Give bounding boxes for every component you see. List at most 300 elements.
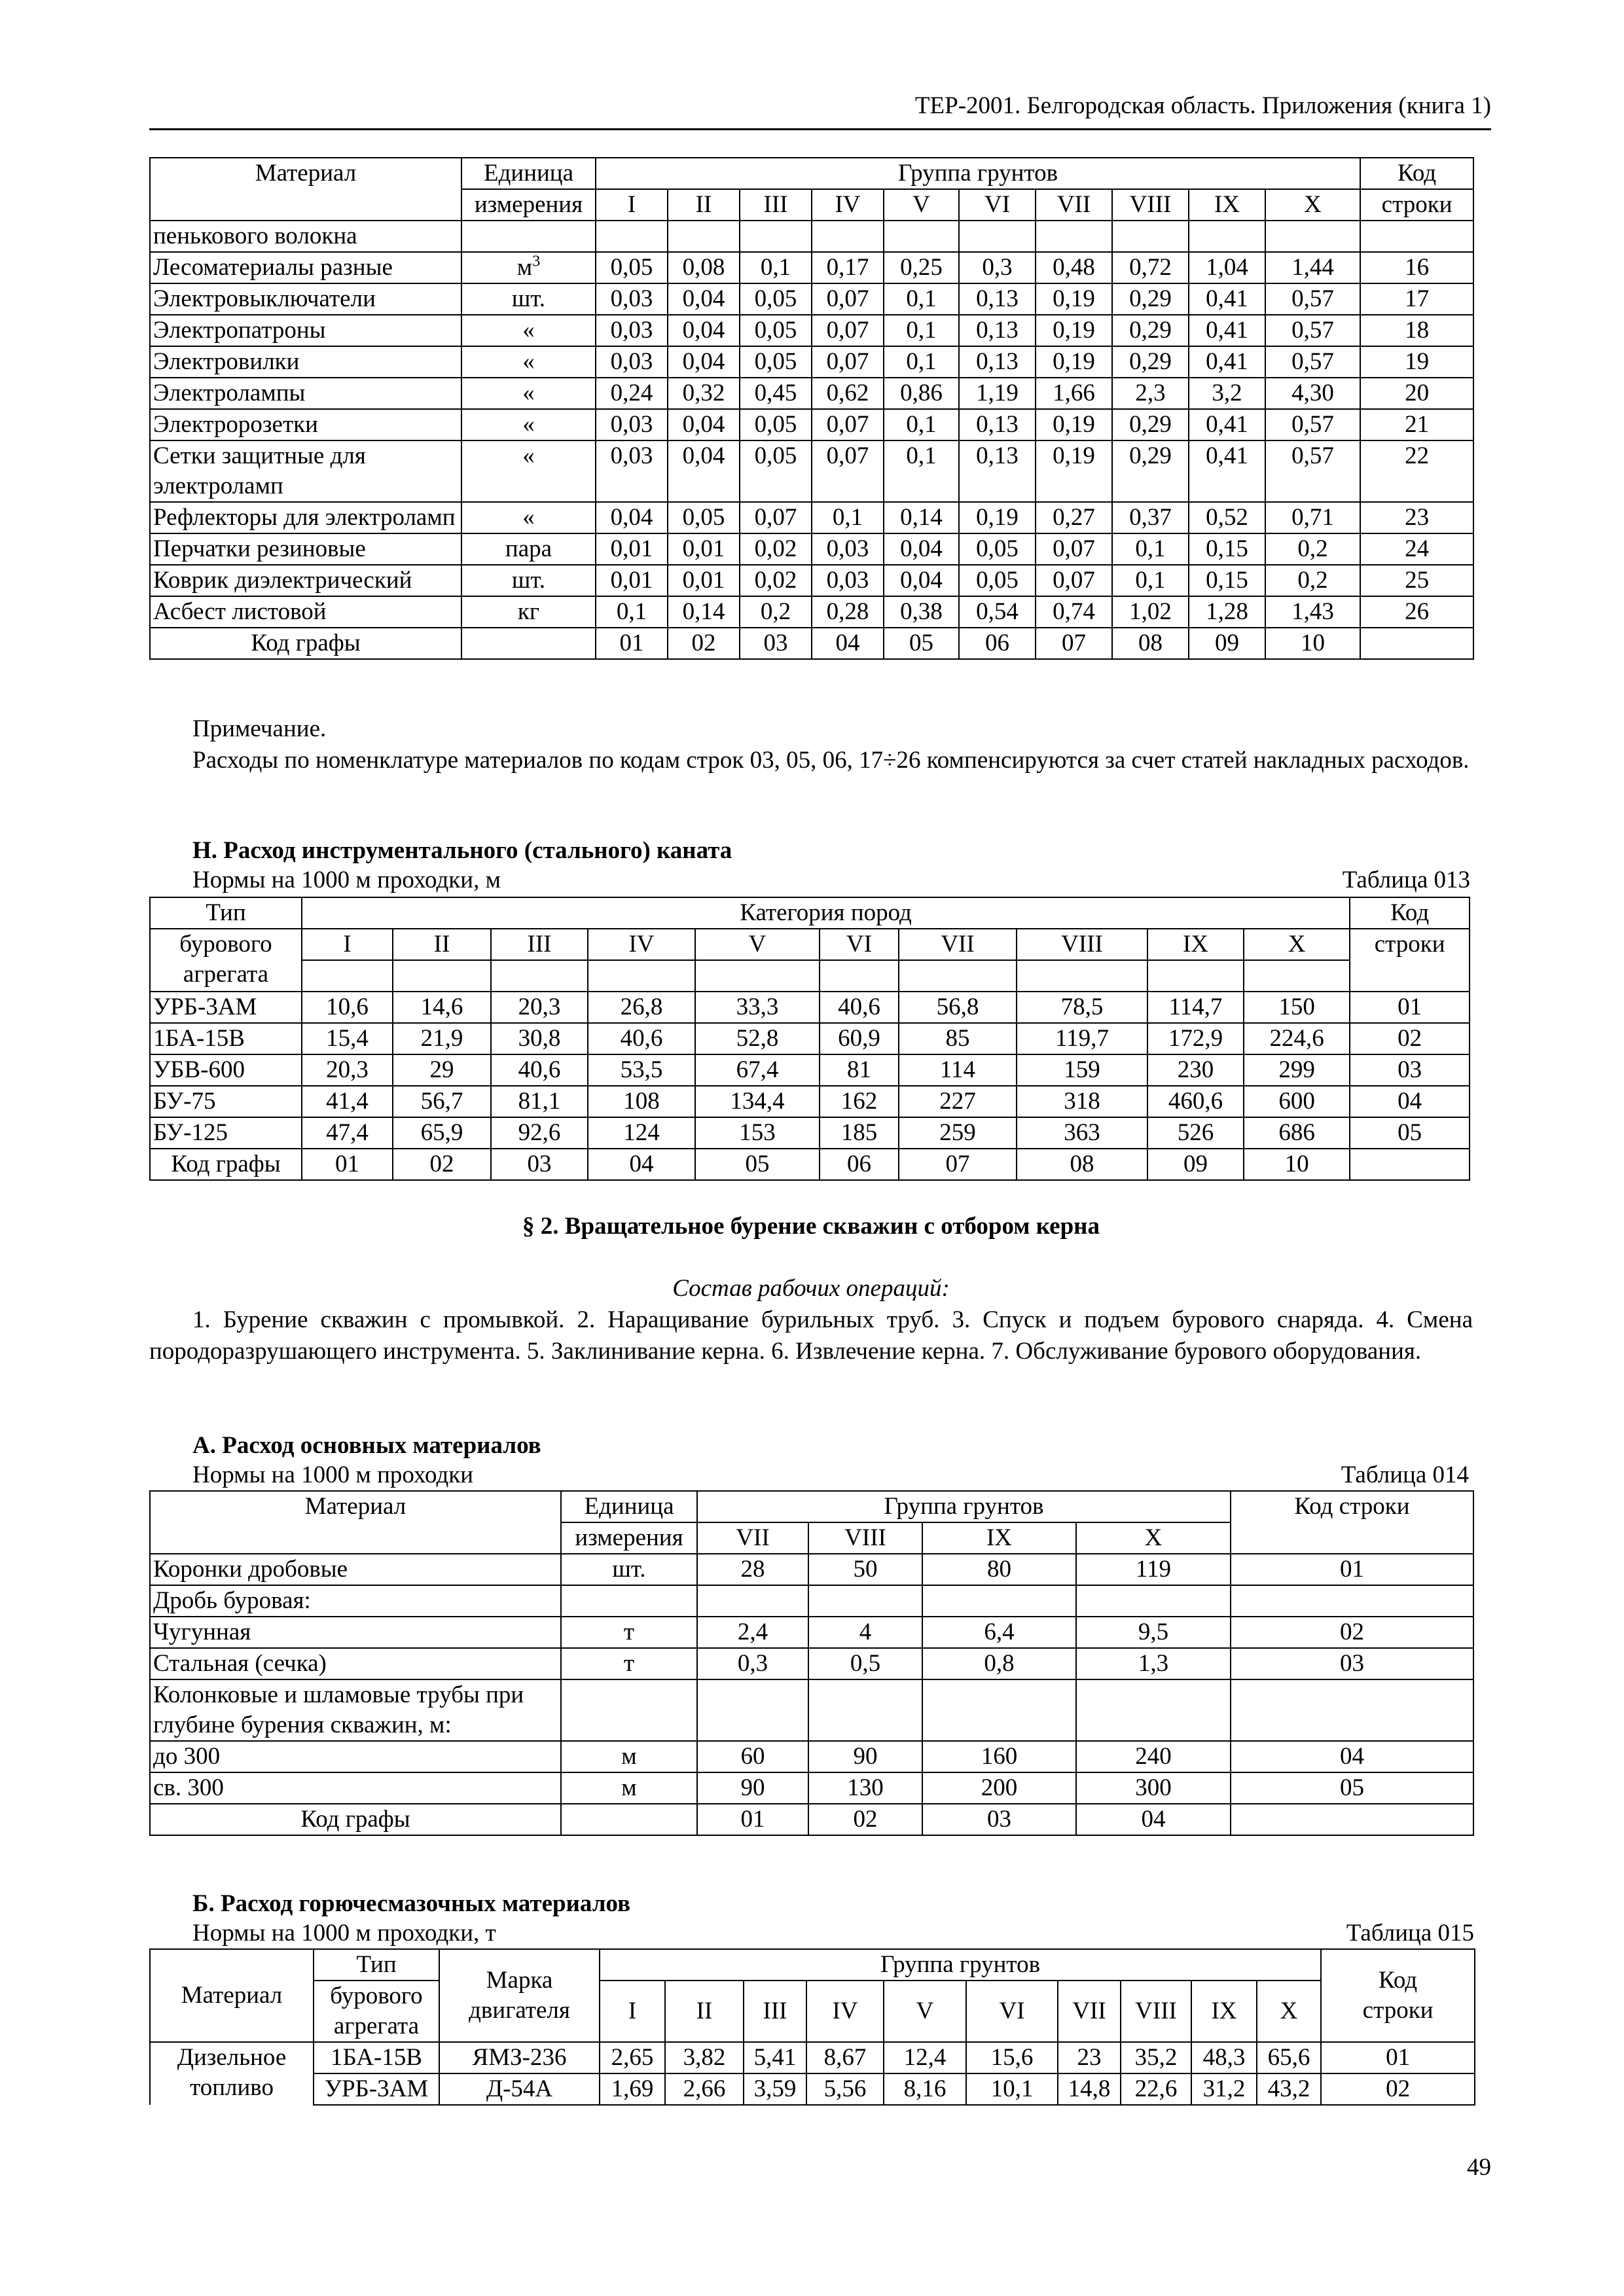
value-cell: 0,71 xyxy=(1265,502,1360,533)
group-header-cell: II xyxy=(668,189,740,221)
value-cell xyxy=(884,221,959,252)
value-cell: 0,29 xyxy=(1112,440,1189,502)
value-cell: 0,04 xyxy=(668,440,740,502)
category-header-cell: V xyxy=(695,929,820,960)
value-cell: 600 xyxy=(1244,1086,1350,1117)
value-cell: 2,66 xyxy=(665,2073,744,2105)
value-cell: 26,8 xyxy=(588,992,695,1023)
materials-table-continued xyxy=(149,157,1474,660)
unit-cell: « xyxy=(461,440,596,502)
row-code-cell: 02 xyxy=(1350,1023,1470,1054)
value-cell: 1,69 xyxy=(600,2073,665,2105)
group-header-cell: VI xyxy=(959,189,1036,221)
value-cell: 85 xyxy=(899,1023,1017,1054)
rig-type-cell: 1БА-15В xyxy=(150,1023,302,1054)
value-cell: 224,6 xyxy=(1244,1023,1350,1054)
column-code-cell: 04 xyxy=(1076,1804,1231,1835)
value-cell: 0,41 xyxy=(1189,283,1265,315)
unit-cell: « xyxy=(461,346,596,378)
section-b-title: Б. Расход горючесмазочных материалов xyxy=(192,1890,631,1917)
row-code-cell: 02 xyxy=(1231,1617,1473,1648)
table-row xyxy=(150,1648,1473,1679)
footer-label: Код графы xyxy=(150,1149,302,1180)
group-header-cell: IV xyxy=(806,1981,884,2042)
value-cell xyxy=(697,1679,808,1741)
value-cell: 1,66 xyxy=(1036,378,1112,409)
running-header: ТЕР-2001. Белгородская область. Приложения (книга 1) xyxy=(914,92,1491,119)
unit-cell: « xyxy=(461,409,596,440)
value-cell: 150 xyxy=(1244,992,1350,1023)
row-code-cell: 01 xyxy=(1231,1554,1473,1585)
table-014-label: Таблица 014 xyxy=(1341,1462,1469,1488)
value-cell: 20,3 xyxy=(491,992,588,1023)
header-unit-line2: измерения xyxy=(561,1522,697,1554)
column-code-cell: 09 xyxy=(1189,628,1265,659)
footer-empty-cell xyxy=(1231,1804,1473,1835)
unit-cell: шт. xyxy=(561,1554,697,1585)
value-cell: 0,3 xyxy=(697,1648,808,1679)
value-cell: 153 xyxy=(695,1117,820,1149)
value-cell: 0,1 xyxy=(1112,533,1189,565)
unit-cell: « xyxy=(461,378,596,409)
section-h-title: Н. Расход инструментального (стального) каната xyxy=(192,837,732,864)
value-cell: 22,6 xyxy=(1121,2073,1191,2105)
category-header-cell: X xyxy=(1244,929,1350,960)
column-code-cell: 10 xyxy=(1265,628,1360,659)
footer-empty-cell xyxy=(561,1804,697,1835)
section-a-title: А. Расход основных материалов xyxy=(192,1432,541,1459)
unit-cell: т xyxy=(561,1648,697,1679)
value-cell: 5,41 xyxy=(744,2042,806,2073)
header-type-line1: Тип xyxy=(314,1949,439,1981)
header-material: Материал xyxy=(150,1491,561,1554)
value-cell: 162 xyxy=(820,1086,899,1117)
value-cell: 1,3 xyxy=(1076,1648,1231,1679)
value-cell: 0,07 xyxy=(740,502,812,533)
value-cell: 0,03 xyxy=(596,440,668,502)
category-header-cell: IX xyxy=(1147,929,1244,960)
value-cell: 227 xyxy=(899,1086,1017,1117)
operations-title: Состав рабочих операций: xyxy=(672,1275,950,1302)
value-cell xyxy=(812,221,884,252)
value-cell: 0,72 xyxy=(1112,252,1189,283)
value-cell: 67,4 xyxy=(695,1054,820,1086)
table-row xyxy=(150,2042,1475,2073)
table-row xyxy=(150,409,1473,440)
value-cell: 0,29 xyxy=(1112,283,1189,315)
value-cell: 0,86 xyxy=(884,378,959,409)
value-cell: 0,2 xyxy=(740,596,812,628)
row-code-cell: 26 xyxy=(1360,596,1473,628)
table-row xyxy=(150,346,1473,378)
material-name-cell: до 300 xyxy=(150,1741,561,1772)
value-cell: 0,13 xyxy=(959,440,1036,502)
unit-cell: кг xyxy=(461,596,596,628)
header-code-line1: Код xyxy=(1350,897,1470,929)
value-cell: 0,03 xyxy=(812,533,884,565)
value-cell: 20,3 xyxy=(302,1054,393,1086)
value-cell: 200 xyxy=(922,1772,1076,1804)
header-unit-line1: Единица xyxy=(561,1491,697,1522)
column-code-cell: 05 xyxy=(695,1149,820,1180)
material-name-cell: Рефлекторы для электроламп xyxy=(150,502,461,533)
value-cell xyxy=(1112,221,1189,252)
header-material: Материал xyxy=(150,158,461,221)
row-code-cell: 01 xyxy=(1321,2042,1475,2073)
rig-type-cell: БУ-75 xyxy=(150,1086,302,1117)
footer-empty-cell xyxy=(1350,1149,1470,1180)
material-name-cell: Асбест листовой xyxy=(150,596,461,628)
table-row xyxy=(150,2073,1475,2105)
value-cell: 15,4 xyxy=(302,1023,393,1054)
value-cell: 0,1 xyxy=(1112,565,1189,596)
table-row xyxy=(150,992,1470,1023)
value-cell xyxy=(808,1585,922,1617)
value-cell: 0,29 xyxy=(1112,315,1189,346)
row-code-cell: 05 xyxy=(1231,1772,1473,1804)
value-cell: 53,5 xyxy=(588,1054,695,1086)
value-cell: 0,05 xyxy=(668,502,740,533)
table-row xyxy=(150,1086,1470,1117)
value-cell: 30,8 xyxy=(491,1023,588,1054)
group-header-cell: III xyxy=(744,1981,806,2042)
row-code-cell: 02 xyxy=(1321,2073,1475,2105)
value-cell: 0,57 xyxy=(1265,440,1360,502)
value-cell: 23 xyxy=(1058,2042,1121,2073)
rope-consumption-table xyxy=(149,897,1470,1181)
value-cell: 0,05 xyxy=(740,315,812,346)
value-cell: 318 xyxy=(1017,1086,1147,1117)
value-cell: 159 xyxy=(1017,1054,1147,1086)
row-code-cell: 23 xyxy=(1360,502,1473,533)
rig-type-cell: УБВ-600 xyxy=(150,1054,302,1086)
value-cell: 0,1 xyxy=(884,283,959,315)
row-code-cell: 19 xyxy=(1360,346,1473,378)
column-code-cell: 06 xyxy=(820,1149,899,1180)
group-header-cell: II xyxy=(665,1981,744,2042)
material-name-cell: Колонковые и шламовые трубы при глубине бурения скважин, м: xyxy=(150,1679,561,1741)
value-cell: 0,07 xyxy=(812,346,884,378)
group-header-cell: VIII xyxy=(1121,1981,1191,2042)
rig-type-cell: УРБ-3АМ xyxy=(314,2073,439,2105)
row-code-cell: 01 xyxy=(1350,992,1470,1023)
column-code-cell: 03 xyxy=(922,1804,1076,1835)
category-header-cell: II xyxy=(393,929,491,960)
value-cell: 43,2 xyxy=(1257,2073,1321,2105)
group-header-cell: VII xyxy=(697,1522,808,1554)
rig-type-cell: УРБ-3АМ xyxy=(150,992,302,1023)
header-blank-cell xyxy=(1017,960,1147,992)
value-cell: 2,65 xyxy=(600,2042,665,2073)
value-cell: 0,03 xyxy=(596,315,668,346)
value-cell xyxy=(808,1679,922,1741)
column-code-cell: 08 xyxy=(1017,1149,1147,1180)
value-cell: 0,27 xyxy=(1036,502,1112,533)
value-cell: 15,6 xyxy=(966,2042,1058,2073)
value-cell: 8,16 xyxy=(884,2073,966,2105)
value-cell: 81,1 xyxy=(491,1086,588,1117)
header-material: Материал xyxy=(150,1949,314,2042)
table-row xyxy=(150,252,1473,283)
unit-cell xyxy=(461,221,596,252)
table-row xyxy=(150,1679,1473,1741)
value-cell: 0,19 xyxy=(1036,315,1112,346)
value-cell: 65,9 xyxy=(393,1117,491,1149)
value-cell: 0,03 xyxy=(596,409,668,440)
value-cell: 0,01 xyxy=(596,533,668,565)
table-013-label: Таблица 013 xyxy=(1342,867,1470,893)
value-cell: 0,57 xyxy=(1265,409,1360,440)
value-cell: 119,7 xyxy=(1017,1023,1147,1054)
group-header-cell: V xyxy=(884,1981,966,2042)
value-cell: 114 xyxy=(899,1054,1017,1086)
column-code-cell: 01 xyxy=(596,628,668,659)
header-blank-cell xyxy=(820,960,899,992)
value-cell: 90 xyxy=(697,1772,808,1804)
row-code-cell: 20 xyxy=(1360,378,1473,409)
value-cell: 460,6 xyxy=(1147,1086,1244,1117)
material-name-cell: Сетки защитные для электроламп xyxy=(150,440,461,502)
value-cell: 0,19 xyxy=(1036,409,1112,440)
value-cell: 0,28 xyxy=(812,596,884,628)
unit-cell: шт. xyxy=(461,565,596,596)
value-cell: 0,04 xyxy=(596,502,668,533)
value-cell: 0,57 xyxy=(1265,283,1360,315)
rig-type-cell: БУ-125 xyxy=(150,1117,302,1149)
header-code-line2: строки xyxy=(1350,929,1470,992)
material-name-cell: Электропатроны xyxy=(150,315,461,346)
value-cell: 0,52 xyxy=(1189,502,1265,533)
table-row xyxy=(150,565,1473,596)
group-header-cell: IX xyxy=(1189,189,1265,221)
value-cell: 299 xyxy=(1244,1054,1350,1086)
table-row xyxy=(150,533,1473,565)
value-cell: 0,07 xyxy=(812,409,884,440)
footer-empty-cell xyxy=(1360,628,1473,659)
value-cell xyxy=(740,221,812,252)
value-cell: 60,9 xyxy=(820,1023,899,1054)
value-cell: 114,7 xyxy=(1147,992,1244,1023)
value-cell: 0,19 xyxy=(1036,440,1112,502)
table-row xyxy=(150,502,1473,533)
value-cell: 28 xyxy=(697,1554,808,1585)
value-cell: 686 xyxy=(1244,1117,1350,1149)
value-cell: 31,2 xyxy=(1191,2073,1257,2105)
value-cell: 108 xyxy=(588,1086,695,1117)
header-blank-cell xyxy=(588,960,695,992)
group-header-cell: X xyxy=(1076,1522,1231,1554)
value-cell: 4,30 xyxy=(1265,378,1360,409)
material-name-cell: Стальная (сечка) xyxy=(150,1648,561,1679)
header-soil-group: Группа грунтов xyxy=(596,158,1360,189)
value-cell: 0,2 xyxy=(1265,565,1360,596)
column-code-cell: 07 xyxy=(1036,628,1112,659)
table-015-label: Таблица 015 xyxy=(1346,1920,1474,1946)
value-cell: 160 xyxy=(922,1741,1076,1772)
column-code-cell: 04 xyxy=(812,628,884,659)
value-cell: 6,4 xyxy=(922,1617,1076,1648)
header-blank-cell xyxy=(1244,960,1350,992)
material-name-cell: Электророзетки xyxy=(150,409,461,440)
value-cell: 9,5 xyxy=(1076,1617,1231,1648)
value-cell: 40,6 xyxy=(820,992,899,1023)
value-cell: 0,15 xyxy=(1189,565,1265,596)
value-cell: 259 xyxy=(899,1117,1017,1149)
value-cell: 0,29 xyxy=(1112,409,1189,440)
header-blank-cell xyxy=(302,960,393,992)
unit-cell xyxy=(561,1679,697,1741)
value-cell: 0,04 xyxy=(668,315,740,346)
value-cell: 40,6 xyxy=(588,1023,695,1054)
value-cell: 0,19 xyxy=(959,502,1036,533)
table-row xyxy=(150,1023,1470,1054)
value-cell xyxy=(668,221,740,252)
table-row xyxy=(150,1117,1470,1149)
section-h-caption xyxy=(192,865,1470,895)
unit-cell: пара xyxy=(461,533,596,565)
header-rule xyxy=(149,128,1491,130)
column-code-cell: 04 xyxy=(588,1149,695,1180)
unit-cell: « xyxy=(461,502,596,533)
header-type-line1: Тип xyxy=(150,897,302,929)
value-cell: 1,02 xyxy=(1112,596,1189,628)
unit-cell: $м^3$ xyxy=(461,252,596,283)
group-header-cell: IX xyxy=(1191,1981,1257,2042)
value-cell: 1,44 xyxy=(1265,252,1360,283)
material-name-cell: Лесоматериалы разные xyxy=(150,252,461,283)
value-cell: 300 xyxy=(1076,1772,1231,1804)
note-text: Расходы по номенклатуре материалов по кодам строк 03, 05, 06, 17÷26 компенсируются за счет статей накладных расходов. xyxy=(192,747,1470,774)
section-a-caption xyxy=(192,1460,1469,1490)
column-code-cell: 10 xyxy=(1244,1149,1350,1180)
value-cell: 0,03 xyxy=(596,283,668,315)
row-code-cell: 17 xyxy=(1360,283,1473,315)
group-header-cell: VII xyxy=(1058,1981,1121,2042)
value-cell: 0,03 xyxy=(596,346,668,378)
value-cell: 0,05 xyxy=(959,565,1036,596)
header-unit-line2: измерения xyxy=(461,189,596,221)
unit-cell: т xyxy=(561,1617,697,1648)
value-cell: 0,19 xyxy=(1036,283,1112,315)
column-code-cell: 06 xyxy=(959,628,1036,659)
group-header-cell: I xyxy=(596,189,668,221)
table-row xyxy=(150,1617,1473,1648)
header-type-line2-3: бурового агрегата xyxy=(150,929,302,992)
value-cell: 1,19 xyxy=(959,378,1036,409)
value-cell: 130 xyxy=(808,1772,922,1804)
value-cell: 0,13 xyxy=(959,409,1036,440)
unit-cell xyxy=(561,1585,697,1617)
row-code-cell: 21 xyxy=(1360,409,1473,440)
value-cell: 0,1 xyxy=(884,440,959,502)
value-cell: 0,04 xyxy=(668,283,740,315)
material-name-cell: пенькового волокна xyxy=(150,221,461,252)
material-name-cell: Коврик диэлектрический xyxy=(150,565,461,596)
row-code-cell xyxy=(1231,1585,1473,1617)
section-a-norms: Нормы на 1000 м проходки xyxy=(192,1462,474,1488)
value-cell: 56,7 xyxy=(393,1086,491,1117)
value-cell: 47,4 xyxy=(302,1117,393,1149)
value-cell: 0,19 xyxy=(1036,346,1112,378)
value-cell: 0,54 xyxy=(959,596,1036,628)
table-row xyxy=(150,1585,1473,1617)
header-code-line1: Код xyxy=(1360,158,1473,189)
operations-text: 1. Бурение скважин с промывкой. 2. Наращивание бурильных труб. 3. Спуск и подъем бурового снаряда. 4. Смена породоразрушающего инструмента. 5. Заклинивание керна. 6. Извлечение керна. 7. Обслуживание бурового оборудования. xyxy=(149,1306,1473,1365)
value-cell: 10,1 xyxy=(966,2073,1058,2105)
value-cell: 0,62 xyxy=(812,378,884,409)
value-cell: 1,04 xyxy=(1189,252,1265,283)
category-header-cell: I xyxy=(302,929,393,960)
value-cell: 78,5 xyxy=(1017,992,1147,1023)
group-header-cell: V xyxy=(884,189,959,221)
value-cell: 10,6 xyxy=(302,992,393,1023)
footer-label: Код графы xyxy=(150,628,461,659)
value-cell: 230 xyxy=(1147,1054,1244,1086)
material-name-cell: Дробь буровая: xyxy=(150,1585,561,1617)
value-cell: 0,17 xyxy=(812,252,884,283)
value-cell: 2,3 xyxy=(1112,378,1189,409)
header-code-line2: строки xyxy=(1360,189,1473,221)
row-code-cell: 03 xyxy=(1350,1054,1470,1086)
material-name-cell: Электролампы xyxy=(150,378,461,409)
value-cell: 134,4 xyxy=(695,1086,820,1117)
header-code: Код строки xyxy=(1231,1491,1473,1554)
header-soil-group: Группа грунтов xyxy=(600,1949,1321,1981)
unit-cell: шт. xyxy=(461,283,596,315)
value-cell: 8,67 xyxy=(806,2042,884,2073)
value-cell: 0,41 xyxy=(1189,440,1265,502)
header-engine: Марка двигателя xyxy=(439,1949,600,2042)
value-cell xyxy=(596,221,668,252)
value-cell: 0,03 xyxy=(812,565,884,596)
category-header-cell: III xyxy=(491,929,588,960)
value-cell: 14,6 xyxy=(393,992,491,1023)
value-cell: 0,24 xyxy=(596,378,668,409)
group-header-cell: VIII xyxy=(1112,189,1189,221)
value-cell: 2,4 xyxy=(697,1617,808,1648)
value-cell: 0,05 xyxy=(596,252,668,283)
value-cell: 0,5 xyxy=(808,1648,922,1679)
material-name-cell: Чугунная xyxy=(150,1617,561,1648)
group-header-cell: IX xyxy=(922,1522,1076,1554)
value-cell: 0,02 xyxy=(740,533,812,565)
table-row xyxy=(150,1554,1473,1585)
value-cell: 0,08 xyxy=(668,252,740,283)
value-cell: 0,04 xyxy=(884,533,959,565)
section-2-title: § 2. Вращательное бурение скважин с отбором керна xyxy=(522,1213,1100,1240)
value-cell: 0,1 xyxy=(884,409,959,440)
value-cell: 0,07 xyxy=(1036,565,1112,596)
material-name-cell: Коронки дробовые xyxy=(150,1554,561,1585)
value-cell: 14,8 xyxy=(1058,2073,1121,2105)
row-code-cell: 22 xyxy=(1360,440,1473,502)
column-code-cell: 01 xyxy=(302,1149,393,1180)
value-cell: 3,59 xyxy=(744,2073,806,2105)
unit-cell: « xyxy=(461,315,596,346)
table-row xyxy=(150,283,1473,315)
value-cell: 0,05 xyxy=(740,440,812,502)
column-code-cell: 02 xyxy=(668,628,740,659)
rig-type-cell: 1БА-15В xyxy=(314,2042,439,2073)
value-cell: 3,82 xyxy=(665,2042,744,2073)
value-cell xyxy=(1076,1585,1231,1617)
note-title: Примечание. xyxy=(192,715,327,742)
value-cell: 240 xyxy=(1076,1741,1231,1772)
value-cell: 0,1 xyxy=(884,315,959,346)
value-cell: 0,2 xyxy=(1265,533,1360,565)
row-code-cell xyxy=(1360,221,1473,252)
header-blank-cell xyxy=(491,960,588,992)
